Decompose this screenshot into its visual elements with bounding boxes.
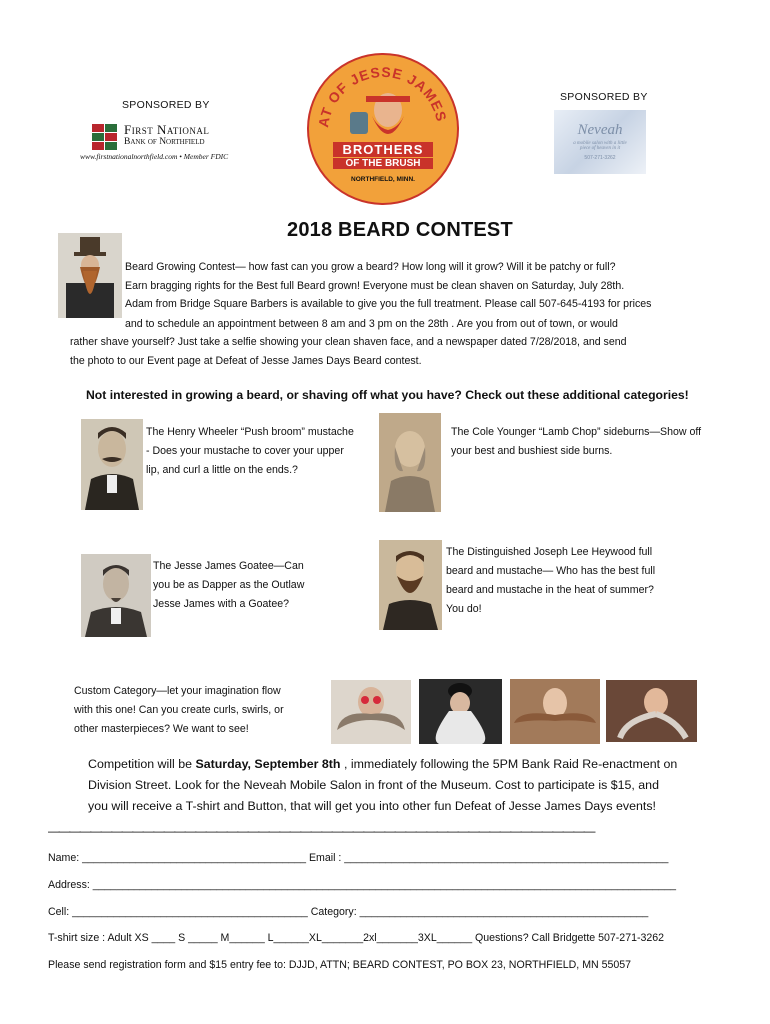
custom-beard-photo-2 <box>419 679 502 744</box>
henry-line-2: - Does your mustache to cover your upper <box>146 445 344 457</box>
salon-phone: 507-271-3262 <box>584 155 616 161</box>
heywood-line-4: You do! <box>446 603 482 615</box>
joseph-heywood-photo <box>379 540 442 630</box>
top-hat-beard-photo <box>58 233 122 318</box>
jesse-line-2: you be as Dapper as the Outlaw <box>153 579 305 591</box>
intro-line-6: the photo to our Event page at Defeat of Jesse James Days Beard contest. <box>70 355 422 367</box>
first-national-bank-logo <box>80 122 270 164</box>
henry-line-3: lip, and curl a little on the ends.? <box>146 464 298 476</box>
neveah-salon-logo <box>554 110 646 174</box>
joseph-heywood-text <box>446 543 655 619</box>
cole-younger-photo <box>379 413 441 512</box>
intro-line-3: Adam from Bridge Square Barbers is available to give you the full treatment. Please call 507-645-4193 for prices <box>125 298 652 310</box>
intro-line-2: Earn bragging rights for the Best full Beard grown! Everyone must be clean shaven on Saturday, July 28th. <box>125 280 625 292</box>
competition-line-2: Division Street. Look for the Neveah Mobile Salon in front of the Museum. Cost to participate is $15, and <box>88 778 659 792</box>
jesse-james-text <box>153 557 304 614</box>
cole-line-1: The Cole Younger “Lamb Chop” sideburns—Show off <box>451 426 702 438</box>
custom-category-text <box>74 682 284 739</box>
henry-wheeler-photo <box>81 419 143 510</box>
jesse-line-3: Jesse James with a Goatee? <box>153 598 290 610</box>
custom-beard-photo-1 <box>331 680 411 744</box>
heywood-line-2: beard and mustache— Who has the best full <box>446 565 656 577</box>
form-send-instructions: Please send registration form and $15 entry fee to: DJJD, ATTN; BEARD CONTEST, PO BOX 23, NORTHFIELD, MN 55057 <box>48 959 632 971</box>
form-tshirt-line[interactable]: T-shirt size : Adult XS ____ S _____ M______ L______XL_______2xl_______3XL______ Questions? Call Bridgette 507-271-3262 <box>48 932 665 944</box>
salon-name: Neveah <box>577 122 623 138</box>
competition-line-1 <box>88 754 677 775</box>
bank-url: www.firstnationalnorthfield.com • Member FDIC <box>80 152 229 161</box>
custom-beard-photo-3 <box>510 679 600 744</box>
competition-paragraph <box>88 754 677 817</box>
salon-tagline-2: piece of heaven in it <box>579 146 621 151</box>
henry-wheeler-text <box>146 423 354 480</box>
logo-brothers: BROTHERS <box>333 142 433 157</box>
jesse-james-photo <box>81 554 151 637</box>
left-sponsor-label: SPONSORED BY <box>122 99 210 111</box>
intro-line-5: rather shave yourself? Just take a selfie showing your clean shaven face, and a newspaper dated 7/28/2018, and send <box>70 336 627 348</box>
competition-date: Saturday, September 8th <box>195 757 341 771</box>
form-address-line[interactable]: Address: ___________________________________________________________________________________________________ <box>48 879 677 891</box>
page-title: 2018 BEARD CONTEST <box>287 219 513 241</box>
cole-line-2: your best and bushiest side burns. <box>451 445 613 457</box>
competition-l1-pre: Competition will be <box>88 757 196 771</box>
brothers-of-the-brush-logo <box>306 52 460 206</box>
heywood-line-3: beard and mustache in the heat of summer? <box>446 584 654 596</box>
cut-divider: ———————————————————————————————————————————————————— <box>48 824 594 838</box>
right-sponsor-label: SPONSORED BY <box>560 91 648 103</box>
bank-name-line2: Bank of Northfield <box>124 137 205 147</box>
intro-line-4: and to schedule an appointment between 8 am and 3 pm on the 28th . Are you from out of town, or would <box>125 318 618 330</box>
henry-line-1: The Henry Wheeler “Push broom” mustache <box>146 426 354 438</box>
logo-arc-text: AT OF JESSE JAMES <box>315 63 451 129</box>
custom-line-1: Custom Category—let your imagination flow <box>74 685 281 697</box>
logo-town: NORTHFIELD, MINN. <box>351 176 415 183</box>
categories-heading: Not interested in growing a beard, or shaving off what you have? Check out these additional categories! <box>86 388 689 402</box>
salon-tagline-1: a mobile salon with a little <box>573 141 627 146</box>
intro-line-1: Beard Growing Contest— how fast can you grow a beard? How long will it grow? Will it be patchy or full? <box>125 261 616 273</box>
heywood-line-1: The Distinguished Joseph Lee Heywood full <box>446 546 653 558</box>
bank-name-line1: First National <box>124 122 210 137</box>
custom-line-2: with this one! Can you create curls, swirls, or <box>74 704 284 716</box>
competition-line-3: you will receive a T-shirt and Button, that will get you into other fun Defeat of Jesse James Days events! <box>88 799 656 813</box>
form-name-email-line[interactable]: Name: ______________________________________ Email : _______________________________________________________ <box>48 852 669 864</box>
cole-younger-text <box>451 423 701 461</box>
jesse-line-1: The Jesse James Goatee—Can <box>153 560 304 572</box>
custom-line-3: other masterpieces? We want to see! <box>74 723 249 735</box>
custom-beard-photo-4 <box>606 680 697 742</box>
logo-of-the-brush: OF THE BRUSH <box>333 158 433 169</box>
competition-l1-post: , immediately following the 5PM Bank Raid Re-enactment on <box>340 757 678 771</box>
form-cell-category-line[interactable]: Cell: ________________________________________ Category: _________________________________________________ <box>48 906 649 918</box>
